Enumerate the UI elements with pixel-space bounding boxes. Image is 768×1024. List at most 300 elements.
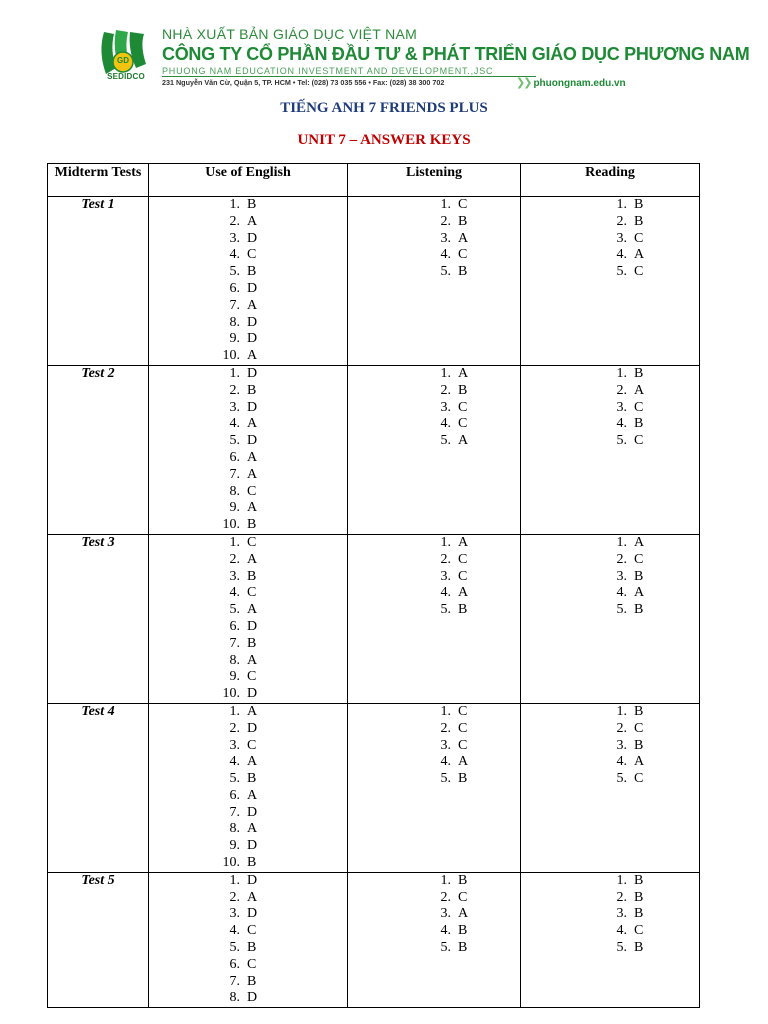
list-item [216, 247, 347, 264]
answer-letter: C [458, 720, 468, 736]
list-item [603, 231, 699, 248]
list-item [427, 552, 520, 569]
list-item [216, 990, 347, 1007]
list-item [216, 500, 347, 517]
item-number: 4. [440, 247, 451, 263]
answer-letter: A [634, 585, 645, 601]
list-item [603, 197, 699, 214]
list-item [427, 890, 520, 907]
answer-letter: A [458, 365, 469, 381]
list-item [603, 433, 699, 450]
item-number: 2. [440, 889, 451, 905]
list-item [603, 704, 699, 721]
list-item [427, 721, 520, 738]
answer-letter: C [458, 416, 468, 432]
item-number: 7. [229, 635, 240, 651]
list-item [216, 686, 347, 703]
answer-letter: A [458, 754, 469, 770]
answer-letter: C [458, 197, 468, 212]
list-item [427, 873, 520, 890]
list-item [216, 838, 347, 855]
item-number: 3. [229, 399, 240, 415]
item-number: 3. [616, 906, 627, 922]
item-number: 4. [229, 923, 240, 939]
item-number: 6. [229, 449, 240, 465]
list-item [603, 569, 699, 586]
item-number: 3. [440, 399, 451, 415]
list-item [427, 940, 520, 957]
item-number: 3. [440, 230, 451, 246]
list-item [216, 569, 347, 586]
answer-letter: A [458, 433, 469, 449]
list-item [603, 873, 699, 890]
answer-letter: C [458, 399, 468, 415]
answer-letter: D [247, 872, 258, 888]
item-number: 4. [616, 585, 627, 601]
answer-letter: C [247, 737, 257, 753]
list-item [216, 821, 347, 838]
list-item [216, 957, 347, 974]
item-number: 1. [229, 365, 240, 381]
table-row [48, 534, 700, 703]
use-of-english-cell [149, 872, 348, 1007]
answer-letter: C [247, 923, 257, 939]
item-number: 1. [440, 197, 451, 212]
list-item [603, 906, 699, 923]
answer-list [603, 873, 699, 957]
answer-letter: B [247, 197, 257, 212]
list-item [603, 890, 699, 907]
item-number: 1. [440, 534, 451, 550]
answer-letter: B [634, 197, 644, 212]
answer-letter: D [247, 906, 258, 922]
item-number: 2. [229, 889, 240, 905]
answer-letter: B [634, 872, 644, 888]
document-title: TIẾNG ANH 7 FRIENDS PLUS [280, 100, 488, 116]
item-number: 7. [229, 466, 240, 482]
item-number: 1. [229, 872, 240, 888]
item-number: 1. [229, 703, 240, 719]
answer-letter: A [247, 821, 258, 837]
item-number: 7. [229, 804, 240, 820]
answer-letter: D [247, 314, 258, 330]
item-number: 3. [229, 568, 240, 584]
answer-letter: A [634, 534, 645, 550]
answer-list [216, 535, 347, 703]
item-number: 1. [616, 534, 627, 550]
answer-letter: D [247, 686, 258, 702]
list-item [603, 552, 699, 569]
list-item [603, 721, 699, 738]
listening-cell [348, 703, 521, 872]
answer-letter: C [247, 669, 257, 685]
list-item [216, 552, 347, 569]
item-number: 2. [616, 889, 627, 905]
answer-letter: A [247, 297, 258, 313]
answer-letter: B [458, 872, 468, 888]
item-number: 1. [440, 365, 451, 381]
list-item [427, 383, 520, 400]
list-item [603, 264, 699, 281]
item-number: 5. [440, 433, 451, 449]
list-item [216, 331, 347, 348]
header-divider [162, 76, 536, 77]
answer-letter: B [634, 940, 644, 956]
answer-letter: A [247, 551, 258, 567]
list-item [603, 366, 699, 383]
list-item [216, 619, 347, 636]
list-item [216, 721, 347, 738]
list-item [216, 366, 347, 383]
item-number: 10. [222, 686, 240, 702]
answer-letter: C [247, 483, 257, 499]
list-item [216, 231, 347, 248]
answer-letter: D [247, 804, 258, 820]
answer-letter: C [247, 534, 257, 550]
item-number: 4. [229, 585, 240, 601]
answer-letter: D [247, 365, 258, 381]
item-number: 2. [616, 213, 627, 229]
item-number: 10. [222, 855, 240, 871]
item-number: 1. [616, 872, 627, 888]
list-item [216, 738, 347, 755]
answer-letter: C [634, 264, 644, 280]
column-header: Listening [348, 164, 521, 197]
item-number: 4. [440, 416, 451, 432]
item-number: 1. [616, 703, 627, 719]
list-item [216, 805, 347, 822]
list-item [427, 231, 520, 248]
answer-letter: B [458, 923, 468, 939]
publisher-name: NHÀ XUẤT BẢN GIÁO DỤC VIỆT NAM [162, 26, 418, 42]
item-number: 2. [229, 213, 240, 229]
list-item [603, 400, 699, 417]
item-number: 4. [616, 247, 627, 263]
answer-letter: B [634, 213, 644, 229]
item-number: 8. [229, 821, 240, 837]
answer-letter: C [634, 399, 644, 415]
document-subtitle: UNIT 7 – ANSWER KEYS [297, 132, 471, 148]
answer-letter: A [634, 754, 645, 770]
list-item [216, 535, 347, 552]
answer-letter: D [247, 331, 258, 347]
item-number: 2. [440, 551, 451, 567]
list-item [216, 974, 347, 991]
list-item [427, 906, 520, 923]
list-item [603, 771, 699, 788]
answer-letter: B [634, 906, 644, 922]
item-number: 5. [440, 602, 451, 618]
list-item [216, 602, 347, 619]
list-item [603, 738, 699, 755]
list-item [216, 906, 347, 923]
answer-letter: B [634, 703, 644, 719]
answer-letter: A [247, 500, 258, 516]
chevron-right-icon: ❯❯ [516, 77, 531, 89]
reading-cell [521, 365, 700, 534]
answer-list [216, 197, 347, 365]
answer-letter: C [458, 737, 468, 753]
answer-letter: C [458, 247, 468, 263]
use-of-english-cell [149, 197, 348, 366]
answer-list [216, 704, 347, 872]
list-item [216, 433, 347, 450]
list-item [427, 771, 520, 788]
table-row [48, 703, 700, 872]
item-number: 2. [616, 382, 627, 398]
answer-letter: C [458, 703, 468, 719]
item-number: 2. [440, 213, 451, 229]
list-item [427, 602, 520, 619]
list-item [427, 738, 520, 755]
list-item [603, 754, 699, 771]
item-number: 6. [229, 280, 240, 296]
item-number: 4. [616, 754, 627, 770]
list-item [216, 940, 347, 957]
answer-letter: C [247, 247, 257, 263]
listening-cell [348, 197, 521, 366]
answer-list [427, 704, 520, 788]
answer-list [603, 535, 699, 619]
list-item [216, 383, 347, 400]
answer-letter: C [247, 956, 257, 972]
answer-letter: C [634, 720, 644, 736]
item-number: 3. [616, 737, 627, 753]
list-item [216, 754, 347, 771]
answer-letter: A [247, 466, 258, 482]
item-number: 10. [222, 517, 240, 533]
item-number: 3. [440, 737, 451, 753]
table-row [48, 872, 700, 1007]
listening-cell [348, 365, 521, 534]
list-item [216, 788, 347, 805]
answer-list [427, 535, 520, 619]
answer-list [603, 704, 699, 788]
item-number: 3. [440, 568, 451, 584]
answer-letter: B [458, 940, 468, 956]
list-item [427, 585, 520, 602]
item-number: 4. [616, 416, 627, 432]
answer-letter: C [247, 585, 257, 601]
list-item [216, 517, 347, 534]
answer-letter: D [247, 399, 258, 415]
answer-letter: B [458, 213, 468, 229]
answer-letter: B [458, 264, 468, 280]
answer-letter: B [634, 416, 644, 432]
table-header-row [48, 164, 700, 197]
item-number: 5. [440, 264, 451, 280]
item-number: 3. [229, 737, 240, 753]
list-item [603, 383, 699, 400]
item-number: 3. [616, 568, 627, 584]
item-number: 5. [616, 940, 627, 956]
answer-letter: B [247, 973, 257, 989]
item-number: 3. [616, 399, 627, 415]
list-item [216, 653, 347, 670]
answer-letter: A [247, 449, 258, 465]
list-item [216, 315, 347, 332]
answer-letter: A [247, 348, 258, 364]
answer-letter: B [247, 382, 257, 398]
list-item [603, 585, 699, 602]
item-number: 1. [440, 872, 451, 888]
item-number: 5. [229, 602, 240, 618]
item-number: 2. [616, 720, 627, 736]
answer-list [216, 366, 347, 534]
list-item [603, 602, 699, 619]
answer-letter: D [247, 433, 258, 449]
test-label: Test 3 [48, 534, 149, 703]
item-number: 4. [229, 416, 240, 432]
answer-letter: B [247, 517, 257, 533]
list-item [216, 416, 347, 433]
item-number: 4. [229, 754, 240, 770]
item-number: 1. [229, 197, 240, 212]
item-number: 5. [616, 771, 627, 787]
item-number: 2. [229, 551, 240, 567]
answer-letter: B [247, 264, 257, 280]
reading-cell [521, 872, 700, 1007]
answer-letter: B [458, 382, 468, 398]
answer-letter: A [458, 585, 469, 601]
list-item [427, 923, 520, 940]
answer-letter: B [634, 568, 644, 584]
list-item [216, 298, 347, 315]
list-item [603, 214, 699, 231]
item-number: 2. [440, 720, 451, 736]
item-number: 5. [229, 940, 240, 956]
item-number: 5. [229, 433, 240, 449]
reading-cell [521, 534, 700, 703]
website-text: phuongnam.edu.vn [533, 78, 626, 89]
answer-key-table [47, 163, 700, 1008]
column-header: Use of English [149, 164, 348, 197]
item-number: 2. [229, 720, 240, 736]
answer-list [216, 873, 347, 1007]
test-label: Test 5 [48, 872, 149, 1007]
answer-letter: D [247, 230, 258, 246]
answer-letter: A [247, 889, 258, 905]
list-item [427, 264, 520, 281]
item-number: 9. [229, 838, 240, 854]
item-number: 2. [616, 551, 627, 567]
list-item [216, 636, 347, 653]
list-item [216, 585, 347, 602]
company-website [516, 76, 626, 89]
list-item [603, 535, 699, 552]
answer-letter: B [458, 602, 468, 618]
answer-letter: D [247, 720, 258, 736]
answer-letter: B [634, 737, 644, 753]
list-item [216, 400, 347, 417]
answer-letter: C [458, 568, 468, 584]
list-item [427, 400, 520, 417]
list-item [216, 771, 347, 788]
test-label: Test 1 [48, 197, 149, 366]
answer-list [427, 197, 520, 281]
answer-letter: A [247, 787, 258, 803]
answer-letter: A [458, 534, 469, 550]
item-number: 5. [616, 433, 627, 449]
item-number: 8. [229, 314, 240, 330]
list-item [216, 669, 347, 686]
answer-letter: D [247, 990, 258, 1006]
answer-list [427, 873, 520, 957]
list-item [427, 704, 520, 721]
table-row [48, 197, 700, 366]
answer-letter: B [458, 771, 468, 787]
logo-text: SEDIDCO [107, 72, 145, 81]
reading-cell [521, 197, 700, 366]
list-item [427, 214, 520, 231]
list-item [427, 416, 520, 433]
item-number: 8. [229, 652, 240, 668]
list-item [216, 348, 347, 365]
answer-letter: D [247, 838, 258, 854]
column-header: Reading [521, 164, 700, 197]
item-number: 5. [229, 771, 240, 787]
list-item [603, 940, 699, 957]
answer-letter: C [458, 551, 468, 567]
item-number: 2. [229, 382, 240, 398]
answer-letter: B [634, 602, 644, 618]
answer-letter: A [634, 247, 645, 263]
item-number: 5. [440, 940, 451, 956]
company-name-english: PHUONG NAM EDUCATION INVESTMENT AND DEVELOPMENT.,JSC [162, 66, 494, 76]
answer-letter: D [247, 618, 258, 634]
answer-list [603, 197, 699, 281]
list-item [216, 855, 347, 872]
list-item [216, 214, 347, 231]
answer-letter: C [634, 771, 644, 787]
item-number: 4. [440, 754, 451, 770]
list-item [216, 890, 347, 907]
list-item [603, 416, 699, 433]
answer-letter: B [247, 568, 257, 584]
item-number: 1. [616, 365, 627, 381]
list-item [216, 923, 347, 940]
item-number: 3. [440, 906, 451, 922]
item-number: 5. [616, 602, 627, 618]
answer-letter: A [247, 703, 258, 719]
item-number: 6. [229, 787, 240, 803]
item-number: 6. [229, 618, 240, 634]
item-number: 9. [229, 669, 240, 685]
item-number: 9. [229, 500, 240, 516]
company-address: 231 Nguyễn Văn Cừ, Quận 5, TP. HCM • Tel: (028) 73 035 556 • Fax: (028) 38 300 702 [162, 78, 445, 87]
answer-letter: C [458, 889, 468, 905]
item-number: 4. [440, 585, 451, 601]
list-item [216, 467, 347, 484]
item-number: 6. [229, 956, 240, 972]
list-item [427, 535, 520, 552]
listening-cell [348, 872, 521, 1007]
list-item [427, 366, 520, 383]
listening-cell [348, 534, 521, 703]
table-row [48, 365, 700, 534]
answer-letter: D [247, 280, 258, 296]
answer-letter: C [634, 433, 644, 449]
item-number: 5. [229, 264, 240, 280]
answer-letter: C [634, 551, 644, 567]
item-number: 2. [440, 382, 451, 398]
use-of-english-cell [149, 365, 348, 534]
list-item [427, 569, 520, 586]
item-number: 4. [616, 923, 627, 939]
item-number: 9. [229, 331, 240, 347]
answer-letter: A [247, 416, 258, 432]
item-number: 1. [229, 534, 240, 550]
